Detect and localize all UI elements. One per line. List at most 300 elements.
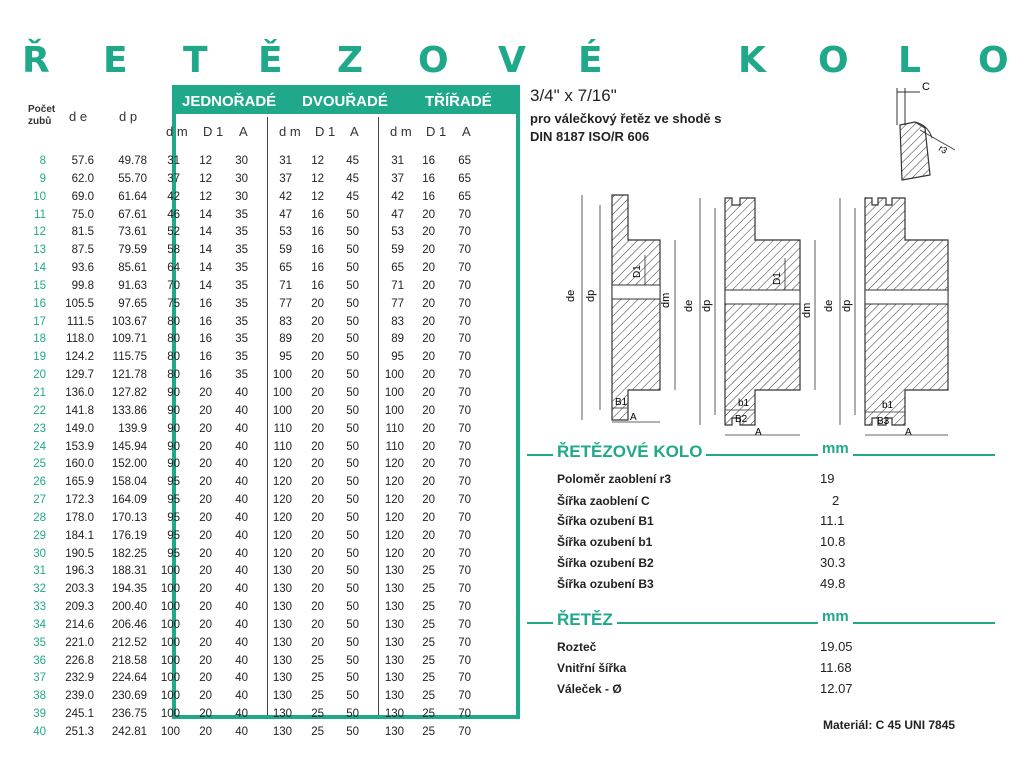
table-cell: 20	[422, 226, 435, 239]
table-cell: 50	[346, 458, 359, 471]
table-cell: 80	[167, 351, 180, 364]
table-cell: 20	[311, 351, 324, 364]
table-cell: 50	[346, 369, 359, 382]
param-label: Šířka ozubení b1	[557, 535, 653, 549]
table-cell: 50	[346, 315, 359, 328]
table-cell: 16	[311, 208, 324, 221]
table-cell: 20	[311, 386, 324, 399]
table-cell: 20	[422, 208, 435, 221]
table-cell: 31	[391, 155, 404, 167]
table-cell: 16	[311, 226, 324, 239]
table-row	[22, 494, 522, 512]
title-letter: T	[183, 40, 208, 81]
table-cell: 90	[167, 404, 180, 417]
table-cell: 20	[311, 369, 324, 382]
single-row-sprocket	[565, 195, 675, 423]
teeth-count: 16	[33, 297, 46, 310]
table-row	[22, 423, 522, 441]
table-cell: 71	[391, 279, 404, 292]
table-cell: 20	[311, 440, 324, 453]
table-cell: 130	[384, 636, 404, 649]
teeth-count: 31	[33, 565, 46, 578]
table-cell: 50	[346, 511, 359, 524]
label-B3: B3	[877, 416, 890, 427]
table-cell: 190.5	[65, 547, 94, 560]
table-cell: 20	[311, 636, 324, 649]
table-cell: 100	[272, 386, 292, 399]
table-cell: 120	[384, 511, 404, 524]
table-cell: 50	[346, 654, 359, 667]
table-cell: 12	[311, 190, 324, 203]
table-cell: 70	[458, 458, 471, 471]
table-cell: 130	[272, 726, 292, 738]
title-letter: O	[418, 40, 449, 81]
table-cell: 188.31	[111, 565, 147, 578]
table-cell: 95	[167, 494, 180, 507]
table-cell: 100	[384, 404, 404, 417]
table-cell: 130	[272, 565, 292, 578]
table-cell: 45	[346, 172, 359, 185]
table-cell: 14	[199, 208, 212, 221]
table-cell: 25	[311, 654, 324, 667]
param-label: Šířka zaoblení C	[557, 494, 650, 508]
table-cell: 182.25	[111, 547, 147, 560]
table-cell: 133.86	[111, 404, 147, 417]
table-cell: 16	[199, 315, 212, 328]
title-letter: V	[498, 40, 526, 81]
table-cell: 120	[384, 458, 404, 471]
table-cell: 20	[422, 351, 435, 364]
table-cell: 20	[311, 547, 324, 560]
table-cell: 20	[311, 494, 324, 507]
table-row	[22, 708, 522, 726]
table-cell: 75.0	[71, 208, 94, 221]
label-A: A	[630, 412, 637, 423]
table-cell: 25	[422, 726, 435, 738]
table-cell: 196.3	[65, 565, 94, 578]
table-row	[22, 458, 522, 476]
table-cell: 35	[235, 315, 248, 328]
group-single: JEDNOŘADÉ	[182, 93, 277, 110]
table-cell: 120	[272, 529, 292, 542]
table-row	[22, 441, 522, 459]
table-cell: 16	[311, 262, 324, 275]
table-cell: 25	[422, 618, 435, 631]
table-cell: 40	[235, 672, 248, 685]
table-cell: 65	[458, 172, 471, 185]
param-label: Poloměr zaoblení r3	[557, 472, 672, 486]
label-de: de	[565, 289, 577, 302]
table-cell: 121.78	[111, 369, 147, 382]
table-cell: 20	[422, 458, 435, 471]
table-cell: 127.82	[111, 386, 147, 399]
table-cell: 80	[167, 315, 180, 328]
col-A-3: A	[462, 124, 471, 139]
table-cell: 100	[384, 386, 404, 399]
table-cell: 70	[458, 404, 471, 417]
teeth-count: 9	[39, 172, 46, 185]
table-cell: 75	[167, 297, 180, 310]
table-cell: 35	[235, 369, 248, 382]
teeth-count: 17	[33, 315, 46, 328]
teeth-count: 34	[33, 618, 46, 631]
table-cell: 40	[235, 386, 248, 399]
table-cell: 50	[346, 386, 359, 399]
table-row	[22, 226, 522, 244]
teeth-count: 35	[33, 636, 46, 649]
table-cell: 200.40	[111, 601, 147, 614]
param-value: 19.05	[820, 639, 853, 654]
table-cell: 70	[458, 333, 471, 346]
table-cell: 50	[346, 351, 359, 364]
table-cell: 45	[346, 190, 359, 203]
table-cell: 20	[199, 422, 212, 435]
col-teeth-label: Počet	[28, 104, 56, 115]
table-cell: 20	[311, 601, 324, 614]
title-letter: É	[578, 40, 603, 81]
table-cell: 232.9	[65, 672, 94, 685]
table-cell: 20	[199, 494, 212, 507]
table-cell: 50	[346, 618, 359, 631]
table-cell: 20	[199, 529, 212, 542]
table-cell: 70	[458, 690, 471, 703]
teeth-count: 14	[33, 262, 46, 275]
table-cell: 130	[272, 583, 292, 596]
table-cell: 20	[199, 386, 212, 399]
table-cell: 100	[160, 601, 180, 614]
table-cell: 65	[391, 262, 404, 275]
table-cell: 242.81	[111, 726, 147, 738]
table-cell: 70	[458, 654, 471, 667]
table-cell: 90	[167, 440, 180, 453]
table-cell: 37	[167, 172, 180, 185]
table-cell: 209.3	[65, 601, 94, 614]
table-cell: 52	[167, 226, 180, 239]
table-body	[22, 155, 522, 744]
table-cell: 14	[199, 244, 212, 257]
table-cell: 130	[384, 565, 404, 578]
table-cell: 50	[346, 404, 359, 417]
table-cell: 70	[458, 422, 471, 435]
table-cell: 40	[235, 547, 248, 560]
table-cell: 50	[346, 262, 359, 275]
table-cell: 226.8	[65, 654, 94, 667]
table-cell: 35	[235, 262, 248, 275]
table-row	[22, 155, 522, 173]
table-cell: 35	[235, 244, 248, 257]
table-cell: 40	[235, 583, 248, 596]
table-cell: 70	[458, 279, 471, 292]
label-dm: dm	[801, 302, 813, 318]
table-cell: 100	[384, 369, 404, 382]
table-cell: 110	[385, 440, 404, 453]
table-cell: 49.78	[118, 155, 147, 167]
tooth-detail	[897, 81, 955, 180]
sprocket-heading: ŘETĚZOVÉ KOLO	[553, 442, 706, 462]
table-cell: 20	[311, 404, 324, 417]
table-cell: 90	[167, 458, 180, 471]
table-cell: 153.9	[65, 440, 94, 453]
table-cell: 178.0	[65, 511, 94, 524]
table-cell: 20	[422, 440, 435, 453]
table-cell: 20	[199, 726, 212, 738]
table-cell: 16	[199, 333, 212, 346]
table-cell: 120	[384, 529, 404, 542]
table-cell: 50	[346, 244, 359, 257]
table-cell: 83	[391, 315, 404, 328]
title-letter: L	[898, 40, 921, 81]
table-cell: 70	[167, 279, 180, 292]
table-cell: 69.0	[71, 190, 94, 203]
table-cell: 12	[199, 155, 212, 167]
table-cell: 50	[346, 529, 359, 542]
table-cell: 25	[422, 636, 435, 649]
table-cell: 70	[458, 315, 471, 328]
table-cell: 129.7	[65, 369, 94, 382]
table-cell: 70	[458, 708, 471, 721]
table-cell: 218.58	[111, 654, 147, 667]
table-cell: 47	[279, 208, 292, 221]
table-cell: 35	[235, 297, 248, 310]
table-cell: 79.59	[118, 244, 147, 257]
teeth-count: 33	[33, 601, 46, 614]
table-cell: 40	[235, 708, 248, 721]
table-cell: 206.46	[111, 618, 147, 631]
table-cell: 95	[167, 511, 180, 524]
table-cell: 120	[272, 547, 292, 560]
label-D1: D1	[632, 265, 643, 278]
table-cell: 100	[272, 369, 292, 382]
table-cell: 130	[384, 708, 404, 721]
table-row	[22, 333, 522, 351]
table-cell: 70	[458, 583, 471, 596]
table-row	[22, 173, 522, 191]
table-cell: 25	[311, 708, 324, 721]
table-cell: 35	[235, 226, 248, 239]
table-cell: 170.13	[111, 511, 147, 524]
table-cell: 40	[235, 511, 248, 524]
table-row	[22, 316, 522, 334]
table-cell: 130	[272, 690, 292, 703]
table-cell: 70	[458, 565, 471, 578]
table-cell: 80	[167, 369, 180, 382]
teeth-count: 27	[33, 494, 46, 507]
table-cell: 149.0	[65, 422, 94, 435]
param-value: 19	[820, 471, 835, 486]
table-cell: 120	[272, 511, 292, 524]
table-cell: 100	[160, 726, 180, 738]
table-cell: 16	[311, 244, 324, 257]
table-cell: 42	[167, 190, 180, 203]
table-row	[22, 619, 522, 637]
table-cell: 87.5	[71, 244, 94, 257]
table-cell: 20	[199, 601, 212, 614]
table-row	[22, 405, 522, 423]
table-row	[22, 690, 522, 708]
table-cell: 90	[167, 386, 180, 399]
table-cell: 65	[458, 190, 471, 203]
table-cell: 100	[160, 565, 180, 578]
table-cell: 20	[199, 547, 212, 560]
chain-size: 3/4" x 7/16"	[530, 86, 617, 105]
table-cell: 95	[167, 476, 180, 489]
table-cell: 20	[422, 511, 435, 524]
table-cell: 42	[391, 190, 404, 203]
table-cell: 50	[346, 672, 359, 685]
col-teeth-label-2: zubů	[28, 116, 52, 127]
teeth-count: 12	[33, 226, 46, 239]
label-D1: D1	[772, 272, 783, 285]
table-cell: 71	[279, 279, 292, 292]
param-value: 30.3	[820, 555, 846, 570]
label-A: A	[755, 427, 762, 438]
table-cell: 25	[422, 690, 435, 703]
table-cell: 14	[199, 279, 212, 292]
label-c: C	[922, 81, 930, 93]
table-cell: 97.65	[118, 297, 147, 310]
table-cell: 70	[458, 386, 471, 399]
table-cell: 20	[311, 458, 324, 471]
col-A-1: A	[239, 124, 248, 139]
title-letter: Ř	[22, 40, 50, 81]
table-cell: 20	[422, 476, 435, 489]
table-cell: 20	[199, 618, 212, 631]
table-cell: 14	[199, 262, 212, 275]
table-cell: 115.75	[112, 351, 147, 364]
table-cell: 20	[199, 440, 212, 453]
table-cell: 16	[199, 351, 212, 364]
table-cell: 35	[235, 208, 248, 221]
table-cell: 61.64	[118, 190, 147, 203]
table-cell: 120	[272, 476, 292, 489]
table-group-header	[172, 85, 520, 114]
table-cell: 245.1	[65, 708, 94, 721]
table-row	[22, 244, 522, 262]
title-letter: Ě	[258, 40, 283, 81]
table-cell: 20	[199, 583, 212, 596]
col-D1-1: D 1	[203, 124, 224, 139]
teeth-count: 36	[33, 654, 46, 667]
table-cell: 20	[422, 333, 435, 346]
table-cell: 164.09	[111, 494, 147, 507]
table-cell: 20	[422, 369, 435, 382]
table-cell: 120	[272, 494, 292, 507]
table-cell: 25	[422, 583, 435, 596]
table-cell: 20	[422, 244, 435, 257]
table-cell: 70	[458, 440, 471, 453]
sprocket-drawing	[560, 80, 1000, 450]
table-row	[22, 351, 522, 369]
table-cell: 40	[235, 440, 248, 453]
table-cell: 50	[346, 476, 359, 489]
table-cell: 77	[391, 297, 404, 310]
table-cell: 30	[235, 155, 248, 167]
label-r3: r3	[937, 143, 949, 156]
table-cell: 20	[311, 565, 324, 578]
teeth-count: 13	[33, 244, 46, 257]
table-cell: 31	[167, 155, 180, 167]
table-cell: 50	[346, 583, 359, 596]
table-cell: 40	[235, 422, 248, 435]
table-cell: 30	[235, 172, 248, 185]
table-cell: 130	[384, 726, 404, 738]
table-cell: 70	[458, 511, 471, 524]
table-cell: 176.19	[111, 529, 147, 542]
table-cell: 40	[235, 636, 248, 649]
table-cell: 25	[422, 601, 435, 614]
col-dp: d p	[119, 109, 138, 124]
label-dm: dm	[660, 292, 672, 308]
table-cell: 124.2	[65, 351, 94, 364]
table-cell: 111.5	[66, 315, 94, 328]
table-cell: 100	[272, 404, 292, 417]
table-cell: 100	[160, 672, 180, 685]
table-cell: 40	[235, 476, 248, 489]
sprocket-unit: mm	[818, 440, 853, 457]
table-cell: 53	[391, 226, 404, 239]
table-cell: 40	[235, 726, 248, 738]
param-value: 11.1	[820, 513, 845, 528]
group-triple: TŘÍŘADÉ	[425, 93, 492, 110]
col-D1-2: D 1	[315, 124, 336, 139]
table-cell: 25	[422, 565, 435, 578]
table-cell: 20	[199, 690, 212, 703]
table-cell: 20	[199, 476, 212, 489]
table-cell: 25	[422, 708, 435, 721]
table-cell: 70	[458, 601, 471, 614]
table-cell: 224.64	[111, 672, 147, 685]
teeth-count: 25	[33, 458, 46, 471]
teeth-count: 22	[33, 404, 46, 417]
table-cell: 12	[199, 190, 212, 203]
table-cell: 50	[346, 208, 359, 221]
table-cell: 83	[279, 315, 292, 328]
group-double: DVOUŘADÉ	[302, 93, 388, 110]
table-cell: 58	[167, 244, 180, 257]
title-letter: O	[818, 40, 849, 81]
table-cell: 14	[199, 226, 212, 239]
table-cell: 25	[311, 726, 324, 738]
table-cell: 81.5	[71, 226, 94, 239]
table-cell: 130	[384, 583, 404, 596]
table-cell: 46	[167, 208, 180, 221]
table-cell: 239.0	[65, 690, 94, 703]
table-cell: 130	[384, 601, 404, 614]
table-cell: 20	[199, 708, 212, 721]
table-cell: 136.0	[65, 386, 94, 399]
table-cell: 20	[422, 422, 435, 435]
table-cell: 230.69	[111, 690, 147, 703]
teeth-count: 15	[33, 279, 46, 292]
table-row	[22, 583, 522, 601]
table-cell: 70	[458, 226, 471, 239]
table-cell: 31	[279, 155, 292, 167]
table-cell: 184.1	[65, 529, 94, 542]
title-letter: O	[978, 40, 1009, 81]
table-cell: 99.8	[71, 279, 94, 292]
table-row	[22, 387, 522, 405]
table-cell: 100	[160, 654, 180, 667]
table-row	[22, 209, 522, 227]
table-cell: 50	[346, 601, 359, 614]
param-value: 49.8	[820, 576, 846, 591]
label-B2: B2	[735, 414, 748, 425]
teeth-count: 29	[33, 529, 46, 542]
table-row	[22, 672, 522, 690]
table-cell: 89	[279, 333, 292, 346]
table-cell: 12	[311, 172, 324, 185]
teeth-count: 37	[33, 672, 46, 685]
